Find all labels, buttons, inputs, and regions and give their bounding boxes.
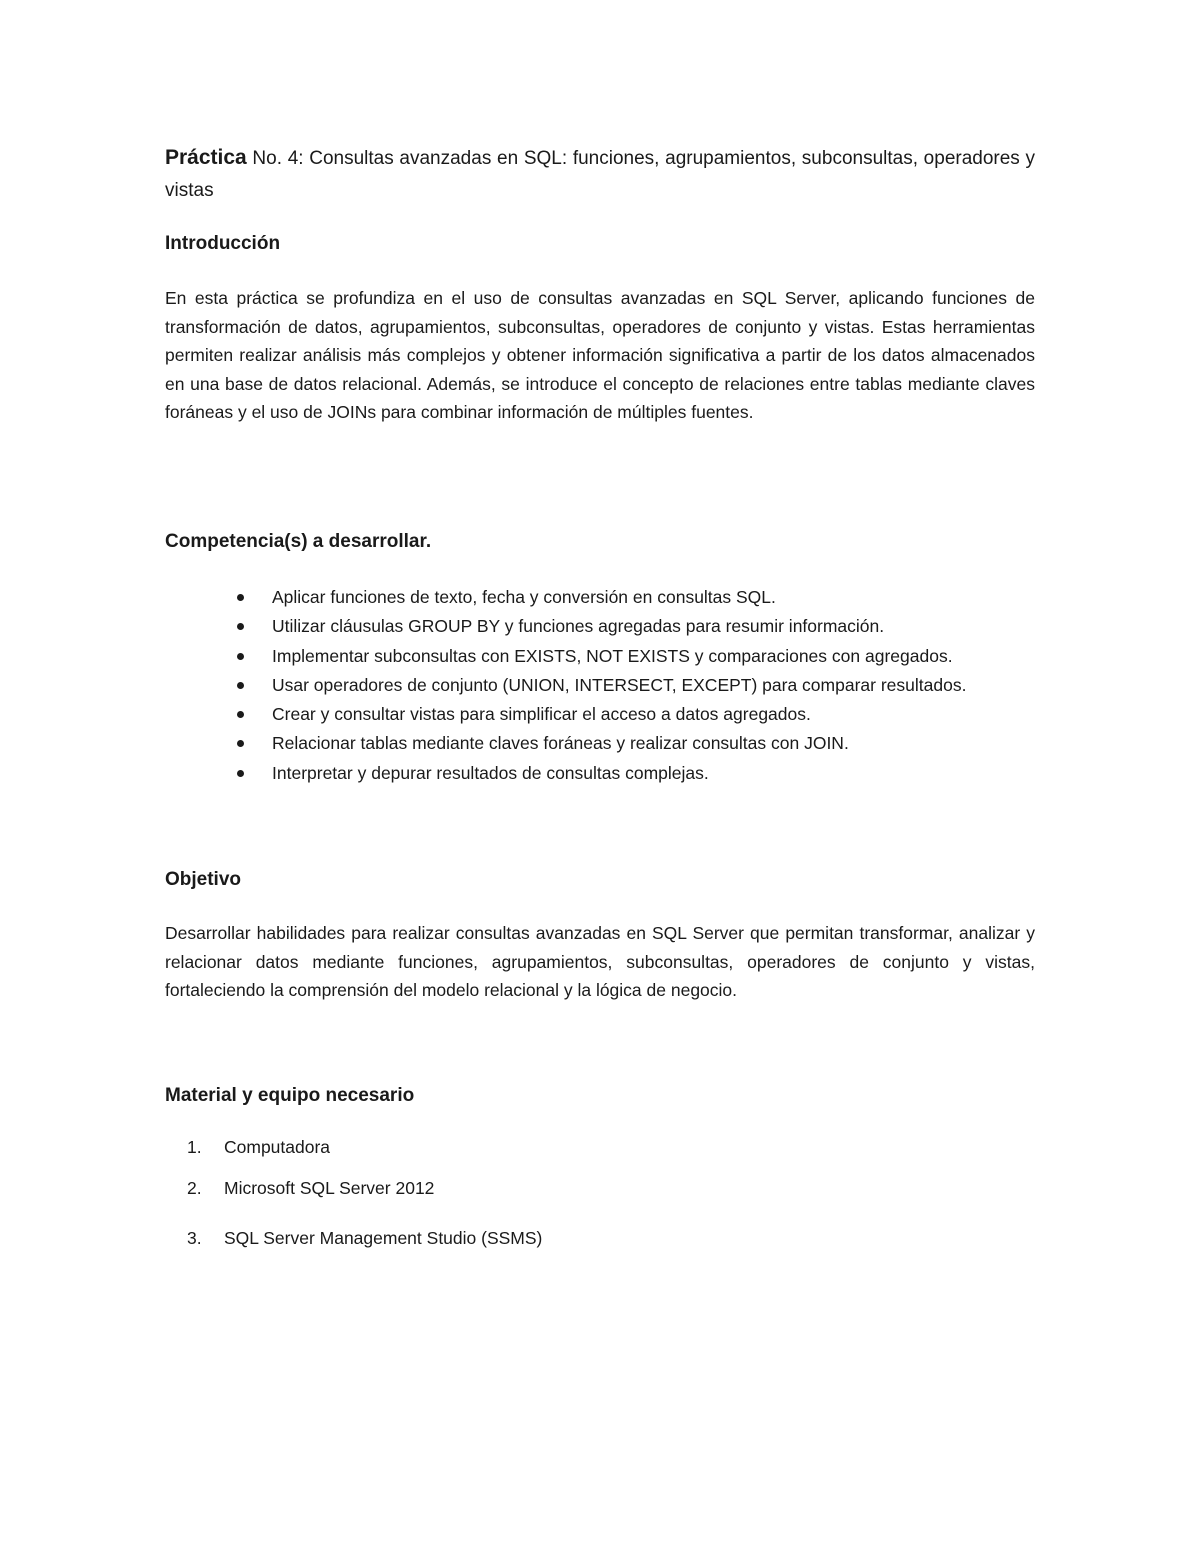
title-rest: No. 4: Consultas avanzadas en SQL: funciones, agrupamientos, subconsultas, operadores y vistas [165,148,1035,201]
list-item-text: Interpretar y depurar resultados de consultas complejas. [272,762,709,783]
list-item [165,759,966,788]
title-lead: Práctica [165,146,247,169]
material-heading: Material y equipo necesario [165,1085,415,1106]
bullet-icon [237,653,244,660]
competencias-list [165,583,966,788]
competencias-heading: Competencia(s) a desarrollar. [165,531,432,552]
list-item-text: Implementar subconsultas con EXISTS, NOT EXISTS y comparaciones con agregados. [272,645,953,666]
list-item [165,1135,330,1159]
bullet-icon [237,623,244,630]
list-item-text: SQL Server Management Studio (SSMS) [224,1228,543,1248]
list-item [165,700,966,729]
bullet-icon [237,594,244,601]
page-title [165,142,1035,207]
list-item [165,642,966,671]
list-item [165,729,966,758]
list-item-text: Computadora [224,1137,331,1157]
list-item-number: 3. [187,1228,202,1248]
bullet-icon [237,740,244,747]
list-item [165,671,966,700]
bullet-icon [237,682,244,689]
list-item-text: Aplicar funciones de texto, fecha y conversión en consultas SQL. [272,587,776,607]
intro-paragraph: En esta práctica se profundiza en el uso de consultas avanzadas en SQL Server, aplicando funciones de transformación de datos, agrupamientos, subconsultas, operadores de conjunto y vistas. Estas herramientas permiten realizar análisis más complejos y obtener información significativa a partir de los datos almacenados en una base de datos relacional. Además, se introduce el concepto de relaciones entre tablas mediante claves foráneas y el uso de JOINs para combinar información de múltiples fuentes. [165,288,1035,422]
list-item-text: Microsoft SQL Server 2012 [224,1178,435,1198]
intro-heading: Introducción [165,233,281,254]
list-item [165,1176,434,1200]
bullet-icon [237,770,244,777]
list-item [165,612,966,641]
bullet-icon [237,711,244,718]
list-item-text: Usar operadores de conjunto (UNION, INTERSECT, EXCEPT) para comparar resultados. [272,674,967,695]
list-item-text: Crear y consultar vistas para simplificar el acceso a datos agregados. [272,704,811,725]
list-item-text: Relacionar tablas mediante claves foráneas y realizar consultas con JOIN. [272,733,849,754]
objetivo-paragraph: Desarrollar habilidades para realizar consultas avanzadas en SQL Server que permitan transformar, analizar y relacionar datos mediante funciones, agrupamientos, subconsultas, operadores de conjunto y vistas, fortaleciendo la comprensión del modelo relacional y la lógica de negocio. [165,923,1035,1000]
list-item [165,1226,542,1250]
list-item-number: 2. [187,1178,202,1198]
list-item-number: 1. [187,1137,202,1157]
list-item-text: Utilizar cláusulas GROUP BY y funciones agregadas para resumir información. [272,616,885,637]
objetivo-heading: Objetivo [165,869,242,890]
list-item [165,583,966,612]
